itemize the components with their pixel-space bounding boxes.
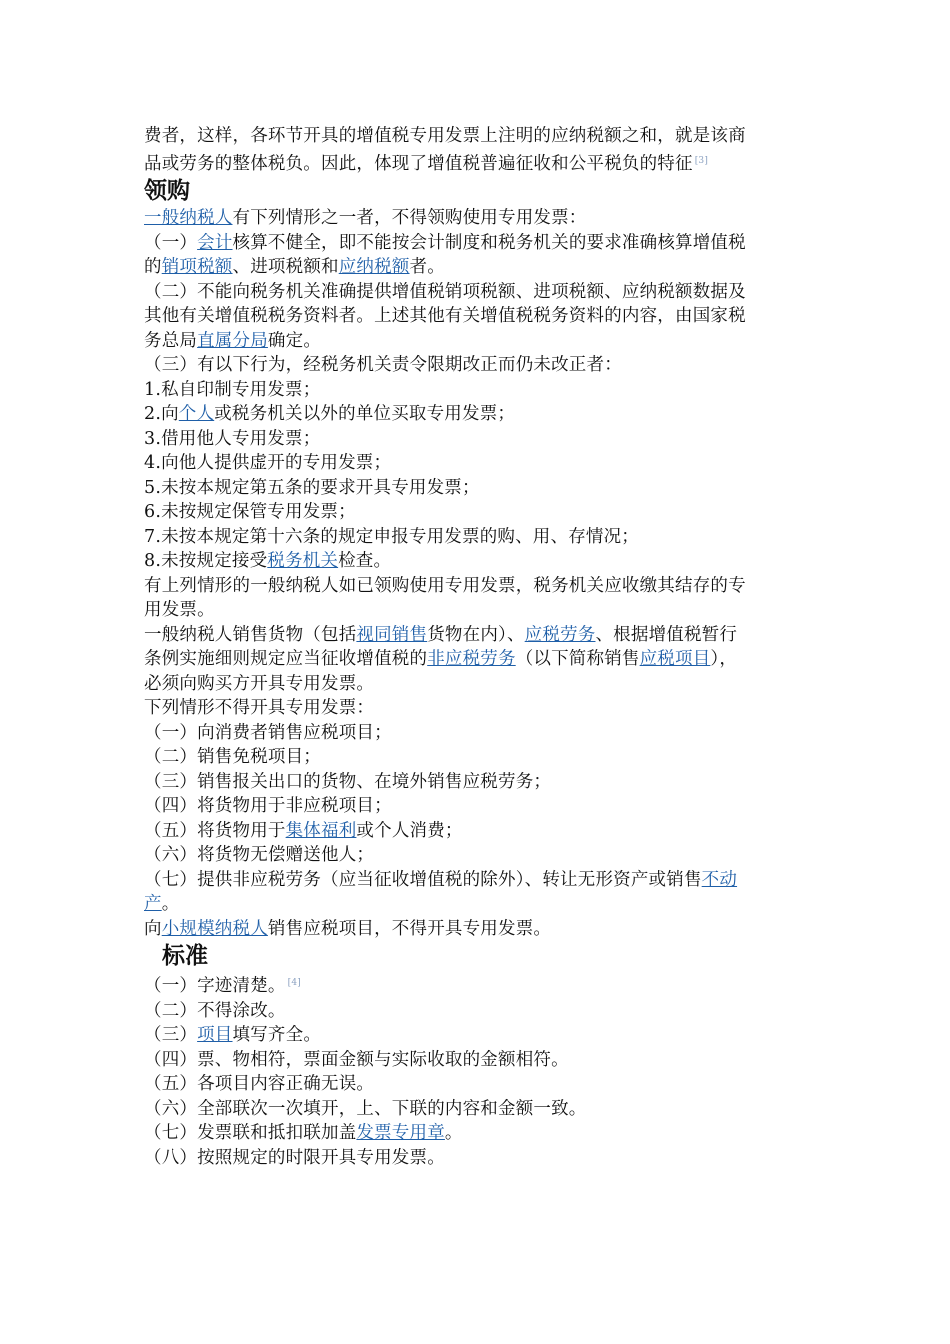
list-item: （六）全部联次一次填开，上、下联的内容和金额一致。: [144, 1098, 587, 1119]
list-item: （五）将货物用于集体福利或个人消费；: [144, 820, 463, 841]
link-non-taxable-services[interactable]: 非应税劳务: [427, 649, 516, 669]
paragraph-line: 其他有关增值税税务资料者。上述其他有关增值税税务资料的内容，由国家税: [144, 306, 746, 326]
list-item: （七）提供非应税劳务（应当征收增值税的除外）、转让无形资产或销售不动: [144, 869, 738, 890]
paragraph-line: 一般纳税人有下列情形之一者，不得领购使用专用发票：: [144, 208, 587, 228]
list-item: 4.向他人提供虚开的专用发票；: [144, 453, 392, 473]
list-item: （五）各项目内容正确无误。: [144, 1074, 375, 1094]
paragraph-line: 的销项税额、进项税额和应纳税额者。: [144, 257, 445, 277]
document-body: [144, 124, 804, 1170]
paragraph-line: 条例实施细则规定应当征收增值税的非应税劳务（以下简称销售应税项目），: [144, 649, 738, 669]
list-item: （一）向消费者销售应税项目；: [144, 722, 392, 743]
paragraph-line: 务总局直属分局确定。: [144, 330, 322, 351]
list-item: 8.未按规定接受税务机关检查。: [144, 551, 392, 571]
section-title-biaozhun: 标准: [162, 943, 208, 969]
link-general-taxpayer[interactable]: 一般纳税人: [144, 208, 233, 228]
paragraph-line: （三）有以下行为，经税务机关责令限期改正而仍未改正者：: [144, 355, 622, 375]
paragraph-line: （一）会计核算不健全，即不能按会计制度和税务机关的要求准确核算增值税: [144, 232, 746, 253]
section-title-lingou: 领购: [144, 178, 190, 204]
list-item: （六）将货物无偿赠送他人；: [144, 845, 375, 865]
list-item: （二）不得涂改。: [144, 1000, 286, 1021]
list-item: 5.未按本规定第五条的要求开具专用发票；: [144, 477, 480, 498]
link-taxable-items[interactable]: 应税项目: [639, 649, 711, 669]
list-item: （三）销售报关出口的货物、在境外销售应税劳务；: [144, 771, 552, 792]
link-tax-payable[interactable]: 应纳税额: [338, 257, 410, 277]
list-item: （四）将货物用于非应税项目；: [144, 796, 392, 816]
list-item: 3.借用他人专用发票；: [144, 428, 321, 449]
intro-line: 品或劳务的整体税负。因此，体现了增值税普遍征收和公平税负的特征 [3]: [144, 153, 709, 174]
link-tax-authority[interactable]: 税务机关: [267, 551, 339, 571]
footnote-ref[interactable]: [3]: [694, 155, 709, 166]
link-individual[interactable]: 个人: [178, 404, 215, 424]
link-item[interactable]: 项目: [197, 1025, 233, 1045]
paragraph-line: 下列情形不得开具专用发票：: [144, 698, 375, 718]
link-deemed-sale[interactable]: 视同销售: [356, 624, 428, 645]
list-item: （二）销售免税项目；: [144, 747, 321, 767]
list-item: （一）字迹清楚。 [4]: [144, 976, 301, 996]
list-item: （四）票、物相符，票面金额与实际收取的金额相符。: [144, 1049, 569, 1070]
paragraph-line: 向小规模纳税人销售应税项目，不得开具专用发票。: [144, 918, 552, 939]
list-item: 6.未按规定保管专用发票；: [144, 502, 356, 522]
list-item: （三）项目填写齐全。: [144, 1025, 322, 1045]
link-real-estate[interactable]: 产: [144, 894, 162, 914]
link-real-estate[interactable]: 不动: [701, 869, 738, 890]
paragraph-line: 必须向购买方开具专用发票。: [144, 673, 375, 694]
paragraph-line: 一般纳税人销售货物（包括视同销售货物在内）、应税劳务、根据增值税暂行: [144, 624, 738, 645]
link-accounting[interactable]: 会计: [197, 232, 233, 253]
list-item: 2.向个人或税务机关以外的单位买取专用发票；: [144, 404, 516, 424]
link-taxable-services[interactable]: 应税劳务: [524, 624, 596, 645]
link-invoice-seal[interactable]: 发票专用章: [356, 1123, 445, 1143]
list-item: 产。: [144, 894, 180, 914]
paragraph-line: 用发票。: [144, 600, 215, 620]
link-collective-welfare[interactable]: 集体福利: [285, 820, 357, 841]
link-direct-branch[interactable]: 直属分局: [197, 330, 268, 351]
paragraph-line: 有上列情形的一般纳税人如已领购使用专用发票，税务机关应收缴其结存的专: [144, 575, 746, 596]
intro-line: 费者，这样，各环节开具的增值税专用发票上注明的应纳税额之和，就是该商: [144, 126, 746, 146]
list-item: （八）按照规定的时限开具专用发票。: [144, 1147, 445, 1168]
list-item: 7.未按本规定第十六条的规定申报专用发票的购、用、存情况；: [144, 526, 639, 547]
link-small-scale-taxpayer[interactable]: 小规模纳税人: [161, 918, 268, 939]
paragraph-line: （二）不能向税务机关准确提供增值税销项税额、进项税额、应纳税额数据及: [144, 281, 746, 302]
footnote-ref[interactable]: [4]: [287, 978, 301, 988]
list-item: （七）发票联和抵扣联加盖发票专用章。: [144, 1123, 463, 1143]
list-item: 1.私自印制专用发票；: [144, 379, 321, 400]
link-output-tax[interactable]: 销项税额: [161, 257, 233, 277]
